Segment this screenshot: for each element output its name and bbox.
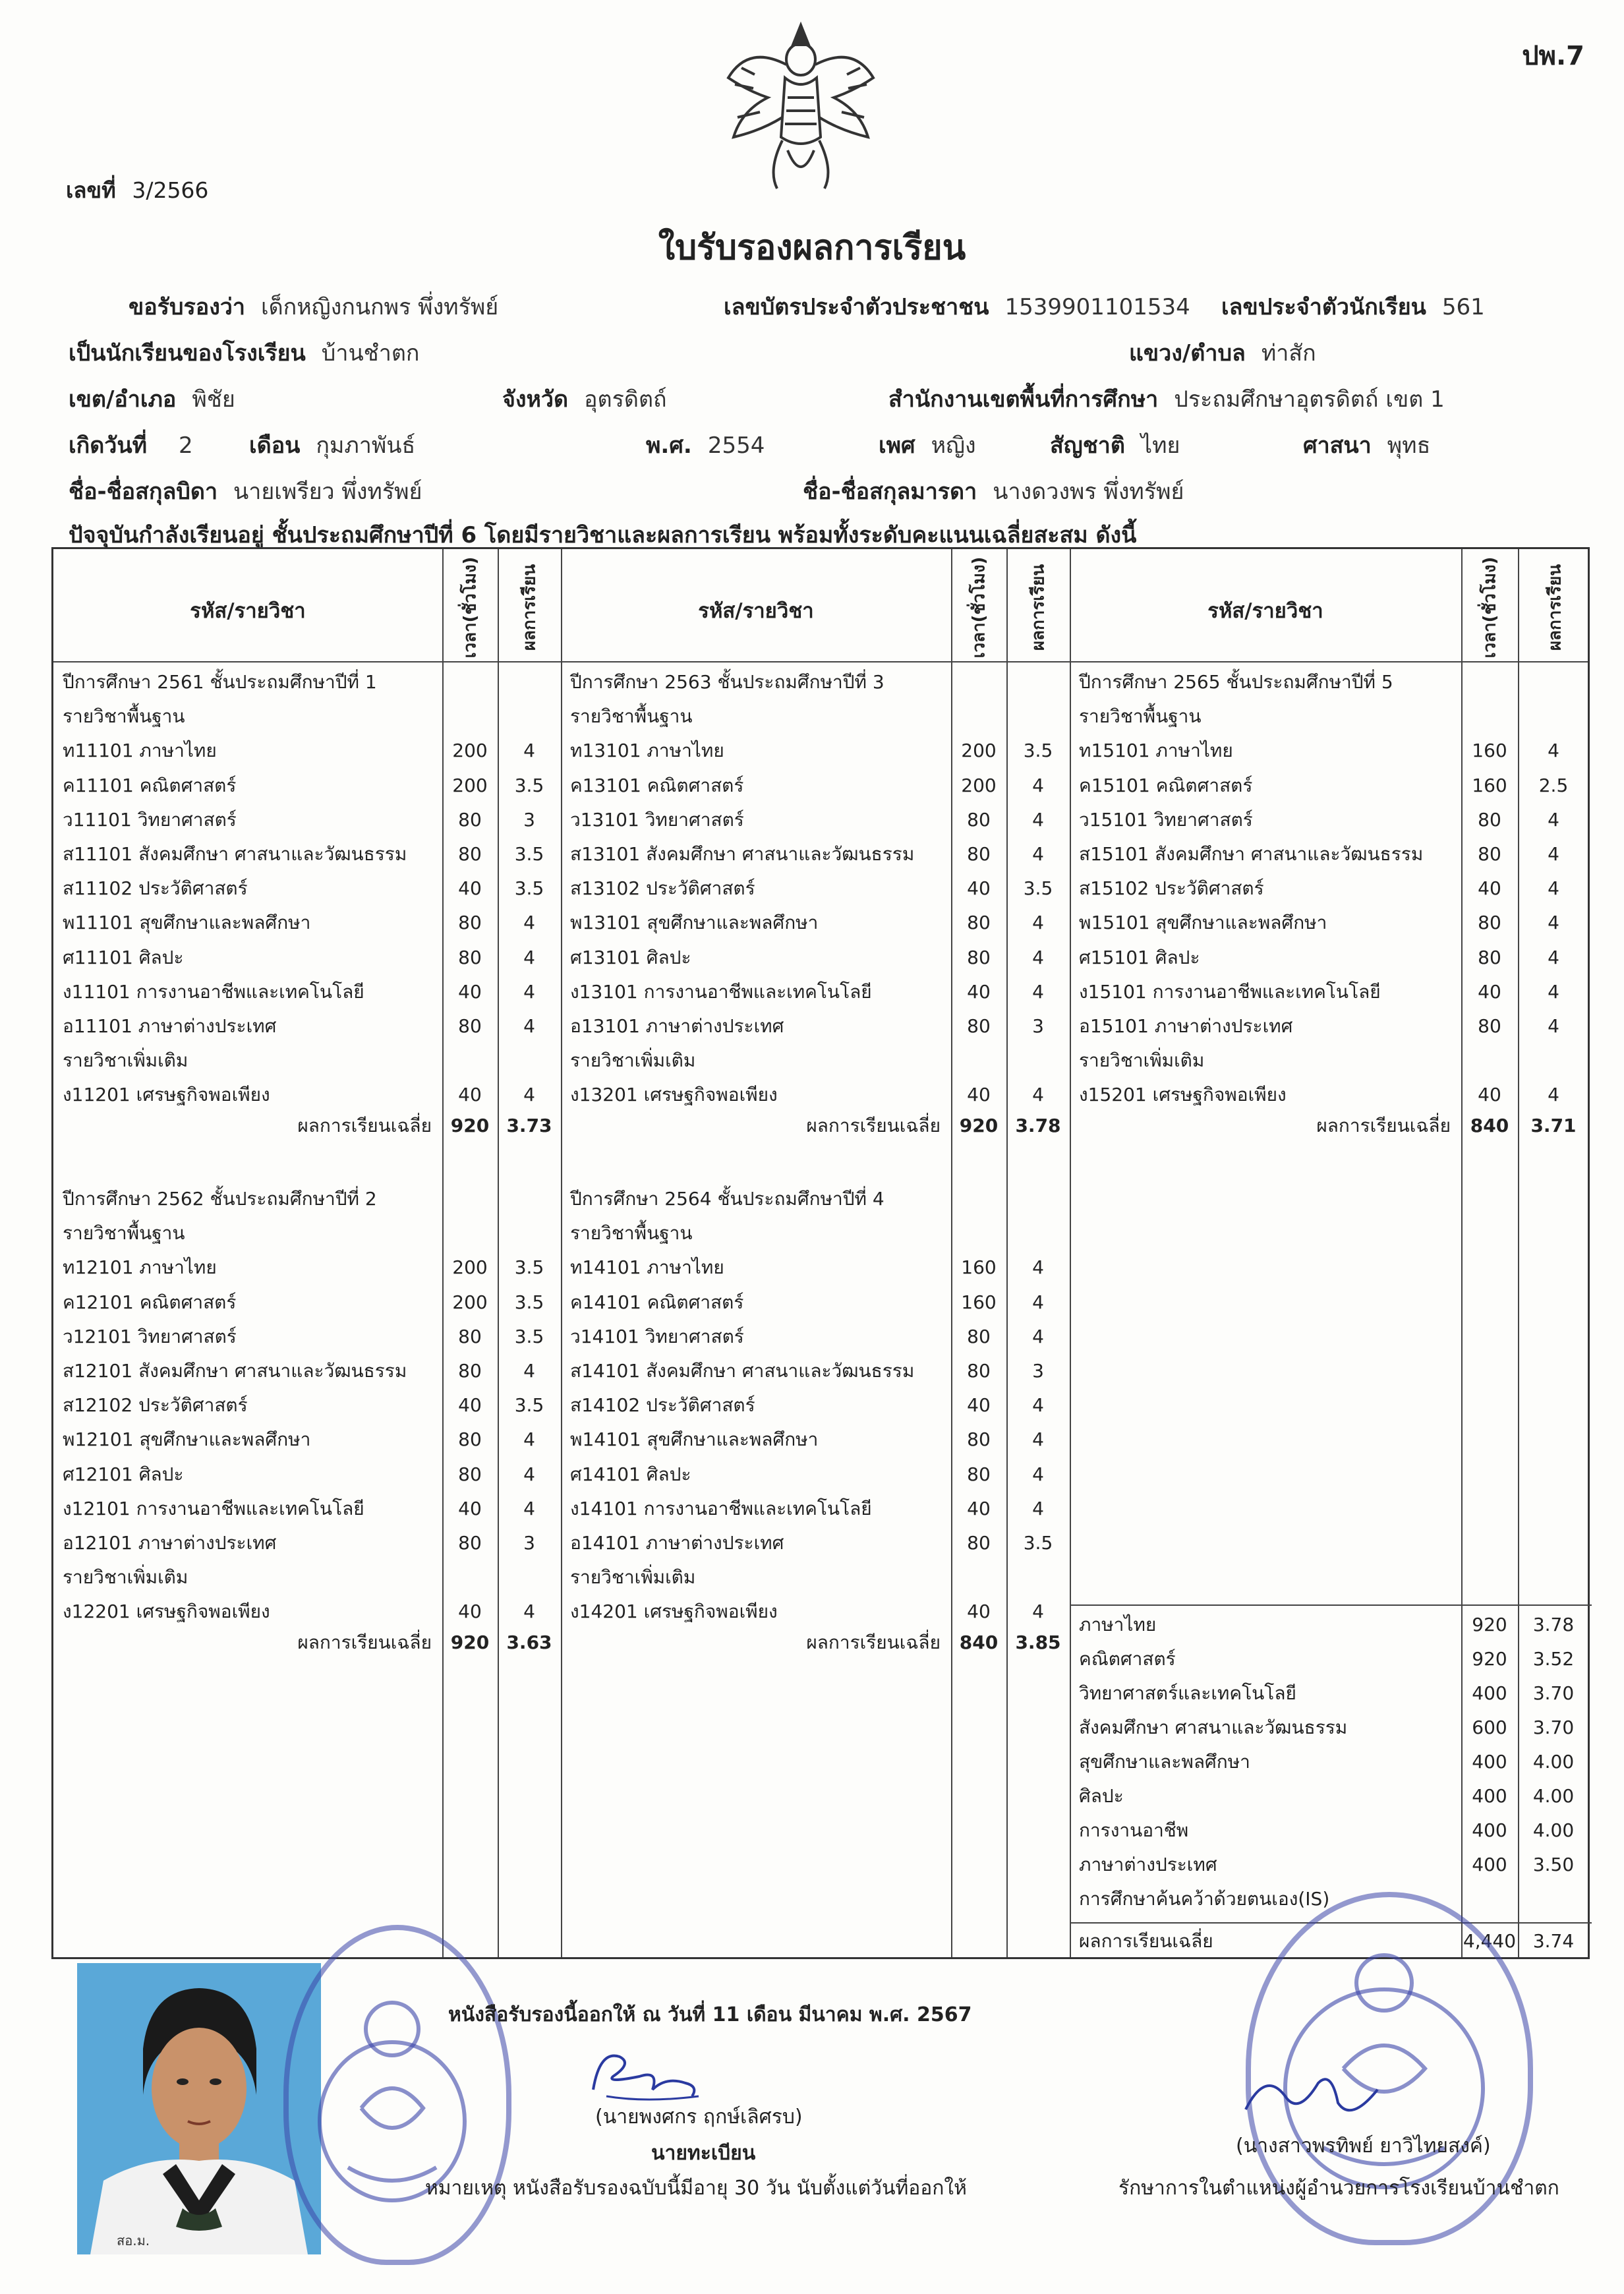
subject-hours: 40 [458,980,482,1003]
subject-grade: 4 [523,1084,535,1106]
subject-hours: 40 [1478,877,1501,900]
area-office-label: สำนักงานเขตพื้นที่การศึกษา [888,386,1159,413]
subject-hours: 40 [458,1394,482,1417]
director-title: รักษาการในตำแหน่งผู้อำนวยการโรงเรียนบ้านชำตก [1118,2177,1559,2200]
col-divider [1070,549,1071,1957]
subject-name: ง13201 เศรษฐกิจพอเพียง [570,1084,778,1106]
religion-label: ศาสนา [1303,432,1372,459]
subject-hours: 40 [1478,980,1501,1003]
extra-label: รายวิชาเพิ่มเติม [63,1566,188,1589]
subject-name: อ15101 ภาษาต่างประเทศ [1079,1015,1293,1037]
col-divider [1518,549,1519,1957]
subject-name: ง14101 การงานอาชีพและเทคโนโลยี [570,1497,872,1519]
year-total-hours: 920 [450,1631,490,1653]
summary-grade: 3.78 [1532,1614,1575,1635]
subject-grade: 4 [1032,980,1044,1003]
subject-hours: 80 [1478,912,1501,934]
subject-grade: 4 [1548,877,1559,900]
subject-grade: 4 [1548,808,1559,831]
subject-name: ส13102 ประวัติศาสตร์ [570,877,755,900]
subject-name: อ14101 ภาษาต่างประเทศ [570,1532,784,1554]
subject-grade: 4 [1032,1291,1044,1313]
subject-name: ท14101 ภาษาไทย [570,1256,724,1279]
subject-name: ค11101 คณิตศาสตร์ [63,774,237,796]
subject-hours: 80 [458,1015,482,1037]
subject-grade: 4 [1548,946,1559,968]
subject-grade: 4 [523,1015,535,1037]
year-average: 3.78 [1015,1114,1061,1136]
subject-grade: 4 [523,912,535,934]
col-divider [1461,549,1463,1957]
summary-subject: วิทยาศาสตร์และเทคโนโลยี [1079,1682,1296,1704]
subdistrict-label: แขวง/ตำบล [1129,340,1246,367]
header-subject: รหัส/รายวิชา [190,599,306,623]
subject-hours: 40 [1478,1084,1501,1106]
subject-hours: 40 [967,1497,991,1519]
subject-name: ศ13101 ศิลปะ [570,946,691,968]
subject-name: อ13101 ภาษาต่างประเทศ [570,1015,784,1037]
subject-grade: 4 [1032,843,1044,865]
subject-name: ว11101 วิทยาศาสตร์ [63,808,237,831]
subject-grade: 3.5 [514,877,544,900]
subject-hours: 80 [967,1463,991,1485]
student-name: เด็กหญิงกนกพร พึ่งทรัพย์ [260,294,499,320]
document-number-label: เลขที่ [66,177,116,203]
subject-name: ส15102 ประวัติศาสตร์ [1079,877,1264,900]
subject-name: อ12101 ภาษาต่างประเทศ [63,1532,277,1554]
subject-name: ศ12101 ศิลปะ [63,1463,184,1485]
subject-hours: 80 [458,1325,482,1347]
area-office-value: ประถมศึกษาอุตรดิตถ์ เขต 1 [1174,386,1445,413]
header-result: ผลการเรียน [519,564,540,651]
subject-grade: 2.5 [1538,774,1569,796]
year-average-label: ผลการเรียนเฉลี่ย [806,1631,941,1653]
summary-grade: 3.70 [1532,1682,1575,1704]
registrar-title: นายทะเบียน [651,2142,756,2165]
summary-subject: สุขศึกษาและพลศึกษา [1079,1751,1250,1773]
subject-grade: 3.5 [1023,1532,1053,1554]
summary-hours: 400 [1472,1819,1507,1841]
subject-grade: 4 [523,1360,535,1382]
subject-grade: 4 [523,980,535,1003]
subject-grade: 3.5 [514,1325,544,1347]
subdistrict-line [1129,335,1316,370]
subject-grade: 4 [1548,843,1559,865]
school-value: บ้านชำตก [321,340,420,367]
subject-hours: 40 [458,1497,482,1519]
subject-name: ส12102 ประวัติศาสตร์ [63,1394,248,1417]
subject-hours: 80 [1478,1015,1501,1037]
subject-hours: 40 [967,1084,991,1106]
results-table [51,547,1590,1959]
summary-grade: 3.70 [1532,1717,1575,1738]
subject-grade: 4 [523,946,535,968]
subject-name: พ13101 สุขศึกษาและพลศึกษา [570,912,819,934]
subject-hours: 80 [1478,946,1501,968]
subject-grade: 4 [523,1601,535,1623]
subject-hours: 80 [967,1532,991,1554]
district-label: เขต/อำเภอ [69,386,177,413]
year-title: ปีการศึกษา 2564 ชั้นประถมศึกษาปีที่ 4 [570,1188,884,1210]
subject-grade: 3 [523,808,535,831]
subject-grade: 3.5 [514,1256,544,1279]
subject-grade: 4 [523,1463,535,1485]
subject-grade: 4 [1032,1428,1044,1451]
subject-grade: 4 [1032,808,1044,831]
subject-hours: 80 [458,1532,482,1554]
subject-grade: 3.5 [514,1291,544,1313]
student-id-value: 561 [1441,294,1485,320]
id-card-label: เลขบัตรประจำตัวประชาชน [724,294,989,320]
summary-hours: 400 [1472,1785,1507,1807]
subject-name: ง15201 เศรษฐกิจพอเพียง [1079,1084,1287,1106]
subject-hours: 40 [967,877,991,900]
religion-line [1303,427,1430,463]
subject-hours: 80 [1478,808,1501,831]
nationality-line [1050,427,1180,463]
summary-hours: 400 [1472,1682,1507,1704]
col-divider [1006,549,1008,1957]
extra-label: รายวิชาเพิ่มเติม [1079,1049,1205,1072]
subject-hours: 40 [458,1601,482,1623]
year-average-label: ผลการเรียนเฉลี่ย [297,1114,432,1136]
subject-hours: 80 [967,1360,991,1382]
subject-grade: 3 [523,1532,535,1554]
year-total-hours: 840 [959,1631,999,1653]
district-line [69,381,235,417]
father-label: ชื่อ-ชื่อสกุลบิดา [69,479,218,505]
year-average-label: ผลการเรียนเฉลี่ย [1316,1114,1451,1136]
garuda-emblem [722,18,880,195]
subject-hours: 80 [458,808,482,831]
subject-name: พ12101 สุขศึกษาและพลศึกษา [63,1428,311,1451]
header-result: ผลการเรียน [1028,564,1049,651]
col-divider [498,549,499,1957]
extra-label: รายวิชาเพิ่มเติม [570,1049,696,1072]
subject-name: ว15101 วิทยาศาสตร์ [1079,808,1253,831]
subject-name: ศ11101 ศิลปะ [63,946,184,968]
subject-hours: 200 [452,774,488,796]
subject-name: ง12201 เศรษฐกิจพอเพียง [63,1601,270,1623]
year-average: 3.73 [506,1114,552,1136]
header-subject: รหัส/รายวิชา [698,599,814,623]
year-average-label: ผลการเรียนเฉลี่ย [806,1114,941,1136]
subdistrict-value: ท่าสัก [1261,340,1316,367]
subject-name: อ11101 ภาษาต่างประเทศ [63,1015,277,1037]
sex-value: หญิง [931,432,976,459]
basic-label: รายวิชาพื้นฐาน [63,1222,185,1245]
year-total-hours: 920 [959,1114,999,1136]
subject-name: ส11102 ประวัติศาสตร์ [63,877,248,900]
subject-hours: 80 [1478,843,1501,865]
subject-name: ส11101 สังคมศึกษา ศาสนาและวัฒนธรรม [63,843,407,865]
subject-name: ง15101 การงานอาชีพและเทคโนโลยี [1079,980,1381,1003]
summary-hours: 920 [1472,1648,1507,1670]
subject-grade: 3.5 [1023,877,1053,900]
subject-grade: 4 [1032,1084,1044,1106]
subject-name: พ11101 สุขศึกษาและพลศึกษา [63,912,311,934]
summary-subject: คณิตศาสตร์ [1079,1648,1176,1670]
col-divider [442,549,444,1957]
summary-top-border [1070,1604,1592,1606]
certify-line [129,289,498,324]
subject-name: ส14102 ประวัติศาสตร์ [570,1394,755,1417]
extra-label: รายวิชาเพิ่มเติม [570,1566,696,1589]
subject-hours: 80 [967,912,991,934]
subject-hours: 80 [967,1428,991,1451]
summary-grade: 3.50 [1532,1854,1575,1875]
subject-hours: 80 [458,1360,482,1382]
summary-total-hours: 4,440 [1463,1930,1517,1952]
page-title: ใบรับรองผลการเรียน [658,228,966,268]
subject-hours: 160 [1472,740,1507,762]
year-average-label: ผลการเรียนเฉลี่ย [297,1631,432,1653]
subject-hours: 200 [452,740,488,762]
subject-name: ส12101 สังคมศึกษา ศาสนาและวัฒนธรรม [63,1360,407,1382]
subject-name: ง14201 เศรษฐกิจพอเพียง [570,1601,778,1623]
year-total-hours: 840 [1470,1114,1509,1136]
subject-name: ศ14101 ศิลปะ [570,1463,691,1485]
subject-hours: 80 [458,1428,482,1451]
subject-hours: 80 [458,912,482,934]
header-hours: เวลา(ชั่วโมง) [1480,556,1500,659]
subject-name: ค14101 คณิตศาสตร์ [570,1291,744,1313]
subject-hours: 80 [458,946,482,968]
year-title: ปีการศึกษา 2561 ชั้นประถมศึกษาปีที่ 1 [63,671,377,693]
subject-name: ส13101 สังคมศึกษา ศาสนาและวัฒนธรรม [570,843,915,865]
header-subject: รหัส/รายวิชา [1207,599,1323,623]
summary-subject: ภาษาต่างประเทศ [1079,1854,1217,1875]
summary-hours: 600 [1472,1717,1507,1738]
summary-subject: สังคมศึกษา ศาสนาและวัฒนธรรม [1079,1717,1348,1738]
document-code: ปพ.7 [1522,41,1584,71]
subject-grade: 3.5 [514,1394,544,1417]
summary-grade: 4.00 [1532,1751,1575,1773]
subject-hours: 160 [961,1256,997,1279]
year-title: ปีการศึกษา 2562 ชั้นประถมศึกษาปีที่ 2 [63,1188,377,1210]
subject-hours: 200 [961,740,997,762]
subject-grade: 4 [1032,1601,1044,1623]
summary-hours: 400 [1472,1854,1507,1875]
nationality-label: สัญชาติ [1050,432,1125,459]
summary-grade: 3.52 [1532,1648,1575,1670]
subject-name: ค12101 คณิตศาสตร์ [63,1291,237,1313]
birth-month-value: กุมภาพันธ์ [316,432,416,459]
subject-hours: 160 [961,1291,997,1313]
birth-year-line [646,427,765,463]
document-number-value: 3/2566 [132,177,209,203]
summary-subject: การงานอาชีพ [1079,1819,1189,1841]
religion-value: พุทธ [1387,432,1431,459]
header-result: ผลการเรียน [1545,564,1565,651]
id-card-line [724,289,1190,324]
subject-hours: 200 [452,1291,488,1313]
year-average: 3.85 [1015,1631,1061,1653]
summary-subject: ภาษาไทย [1079,1614,1157,1635]
subject-grade: 4 [1032,774,1044,796]
subject-grade: 4 [1548,1015,1559,1037]
subject-name: ง11201 เศรษฐกิจพอเพียง [63,1084,270,1106]
subject-grade: 4 [523,1497,535,1519]
summary-grade: 4.00 [1532,1819,1575,1841]
col-divider [951,549,952,1957]
subject-name: ค15101 คณิตศาสตร์ [1079,774,1253,796]
year-average: 3.71 [1530,1114,1577,1136]
summary-grade: 4.00 [1532,1785,1575,1807]
summary-hours: 920 [1472,1614,1507,1635]
subject-hours: 40 [967,1601,991,1623]
subject-hours: 200 [961,774,997,796]
subject-hours: 80 [967,1015,991,1037]
subject-grade: 4 [1032,1325,1044,1347]
subject-hours: 80 [967,808,991,831]
basic-label: รายวิชาพื้นฐาน [570,705,693,728]
basic-label: รายวิชาพื้นฐาน [570,1222,693,1245]
subject-name: ง11101 การงานอาชีพและเทคโนโลยี [63,980,364,1003]
basic-label: รายวิชาพื้นฐาน [63,705,185,728]
subject-name: ท15101 ภาษาไทย [1079,740,1233,762]
school-line [69,335,420,370]
header-divider [53,661,1588,662]
subject-name: พ14101 สุขศึกษาและพลศึกษา [570,1428,819,1451]
mother-label: ชื่อ-ชื่อสกุลมารดา [803,479,977,505]
father-value: นายเพรียว พึ่งทรัพย์ [233,479,422,505]
birth-month-line [249,427,415,463]
header-hours: เวลา(ชั่วโมง) [969,556,989,659]
subject-hours: 80 [967,843,991,865]
subject-grade: 4 [1548,1084,1559,1106]
subject-hours: 80 [967,1325,991,1347]
subject-grade: 4 [1032,1394,1044,1417]
subject-grade: 4 [1032,912,1044,934]
subject-hours: 40 [458,877,482,900]
year-total-hours: 920 [450,1114,490,1136]
birth-month-label: เดือน [249,432,301,459]
subject-hours: 200 [452,1256,488,1279]
subject-hours: 40 [458,1084,482,1106]
province-value: อุตรดิตถ์ [584,386,667,413]
header-hours: เวลา(ชั่วโมง) [460,556,480,659]
birth-year-label: พ.ศ. [646,432,692,459]
school-seal-left [283,1925,511,2265]
subject-grade: 3 [1032,1015,1044,1037]
school-label: เป็นนักเรียนของโรงเรียน [69,340,306,367]
subject-name: ท11101 ภาษาไทย [63,740,217,762]
subject-hours: 80 [458,843,482,865]
subject-hours: 80 [458,1463,482,1485]
summary-hours: 400 [1472,1751,1507,1773]
document-number [66,173,208,208]
subject-name: ว13101 วิทยาศาสตร์ [570,808,744,831]
director-name: (นางสาวพรทิพย์ ยาวิไทยสงค์) [1236,2134,1491,2158]
validity-note: หมายเหตุ หนังสือรับรองฉบับนี้มีอายุ 30 วัน นับตั้งแต่วันที่ออกให้ [425,2177,967,2200]
subject-grade: 4 [1548,740,1559,762]
sex-label: เพศ [879,432,915,459]
subject-grade: 4 [523,740,535,762]
subject-name: ศ15101 ศิลปะ [1079,946,1200,968]
subject-name: ว12101 วิทยาศาสตร์ [63,1325,237,1347]
subject-name: ส14101 สังคมศึกษา ศาสนาและวัฒนธรรม [570,1360,915,1382]
birth-day-line [69,427,193,463]
summary-subject: ศิลปะ [1079,1785,1124,1807]
student-id-label: เลขประจำตัวนักเรียน [1221,294,1426,320]
sex-line [879,427,976,463]
subject-grade: 4 [523,1428,535,1451]
subject-name: ค13101 คณิตศาสตร์ [570,774,744,796]
extra-label: รายวิชาเพิ่มเติม [63,1049,188,1072]
nationality-value: ไทย [1140,432,1180,459]
summary-average-label: ผลการเรียนเฉลี่ย [1079,1930,1213,1952]
district-value: พิชัย [192,386,235,413]
subject-grade: 3 [1032,1360,1044,1382]
birth-year-value: 2554 [707,432,765,459]
id-card-value: 1539901101534 [1004,294,1190,320]
mother-line [803,473,1184,509]
subject-name: ท13101 ภาษาไทย [570,740,724,762]
province-line [502,381,667,417]
director-signature [1232,2063,1404,2129]
summary-subject: การศึกษาค้นคว้าด้วยตนเอง(IS) [1079,1888,1330,1910]
status-line: ปัจจุบันกำลังเรียนอยู่ ชั้นประถมศึกษาปีที่ 6 โดยมีรายวิชาและผลการเรียน พร้อมทั้งระดับคะแนนเฉลี่ยสะสม ดังนี้ [69,522,1137,548]
basic-label: รายวิชาพื้นฐาน [1079,705,1202,728]
area-office-line [888,381,1445,417]
subject-name: ว14101 วิทยาศาสตร์ [570,1325,744,1347]
subject-grade: 3.5 [514,843,544,865]
subject-grade: 4 [1548,912,1559,934]
subject-name: พ15101 สุขศึกษาและพลศึกษา [1079,912,1327,934]
student-id-line [1221,289,1485,324]
certify-label: ขอรับรองว่า [129,294,245,320]
photo-tag: สอ.ม. [117,2233,150,2249]
subject-hours: 40 [967,980,991,1003]
subject-grade: 4 [1032,1497,1044,1519]
registrar-signature [580,2037,712,2109]
subject-name: ง12101 การงานอาชีพและเทคโนโลยี [63,1497,364,1519]
subject-name: ง13101 การงานอาชีพและเทคโนโลยี [570,980,872,1003]
birth-day-value: 2 [179,432,193,459]
birth-day-label: เกิดวันที่ [69,432,148,459]
year-title: ปีการศึกษา 2565 ชั้นประถมศึกษาปีที่ 5 [1079,671,1393,693]
subject-name: ส15101 สังคมศึกษา ศาสนาและวัฒนธรรม [1079,843,1424,865]
mother-value: นางดวงพร พึ่งทรัพย์ [993,479,1184,505]
province-label: จังหวัด [502,386,569,413]
subject-grade: 4 [1548,980,1559,1003]
father-line [69,473,422,509]
subject-grade: 4 [1032,946,1044,968]
subject-grade: 3.5 [1023,740,1053,762]
issued-line: หนังสือรับรองนี้ออกให้ ณ วันที่ 11 เดือน มีนาคม พ.ศ. 2567 [448,2003,972,2026]
subject-hours: 80 [967,946,991,968]
subject-grade: 3.5 [514,774,544,796]
registrar-name: (นายพงศกร ฤกษ์เลิศรบ) [595,2105,803,2129]
subject-name: ท12101 ภาษาไทย [63,1256,217,1279]
col-divider [561,549,562,1957]
subject-hours: 40 [967,1394,991,1417]
subject-hours: 160 [1472,774,1507,796]
summary-average: 3.74 [1532,1930,1575,1952]
year-average: 3.63 [506,1631,552,1653]
year-title: ปีการศึกษา 2563 ชั้นประถมศึกษาปีที่ 3 [570,671,884,693]
subject-grade: 4 [1032,1256,1044,1279]
subject-grade: 4 [1032,1463,1044,1485]
